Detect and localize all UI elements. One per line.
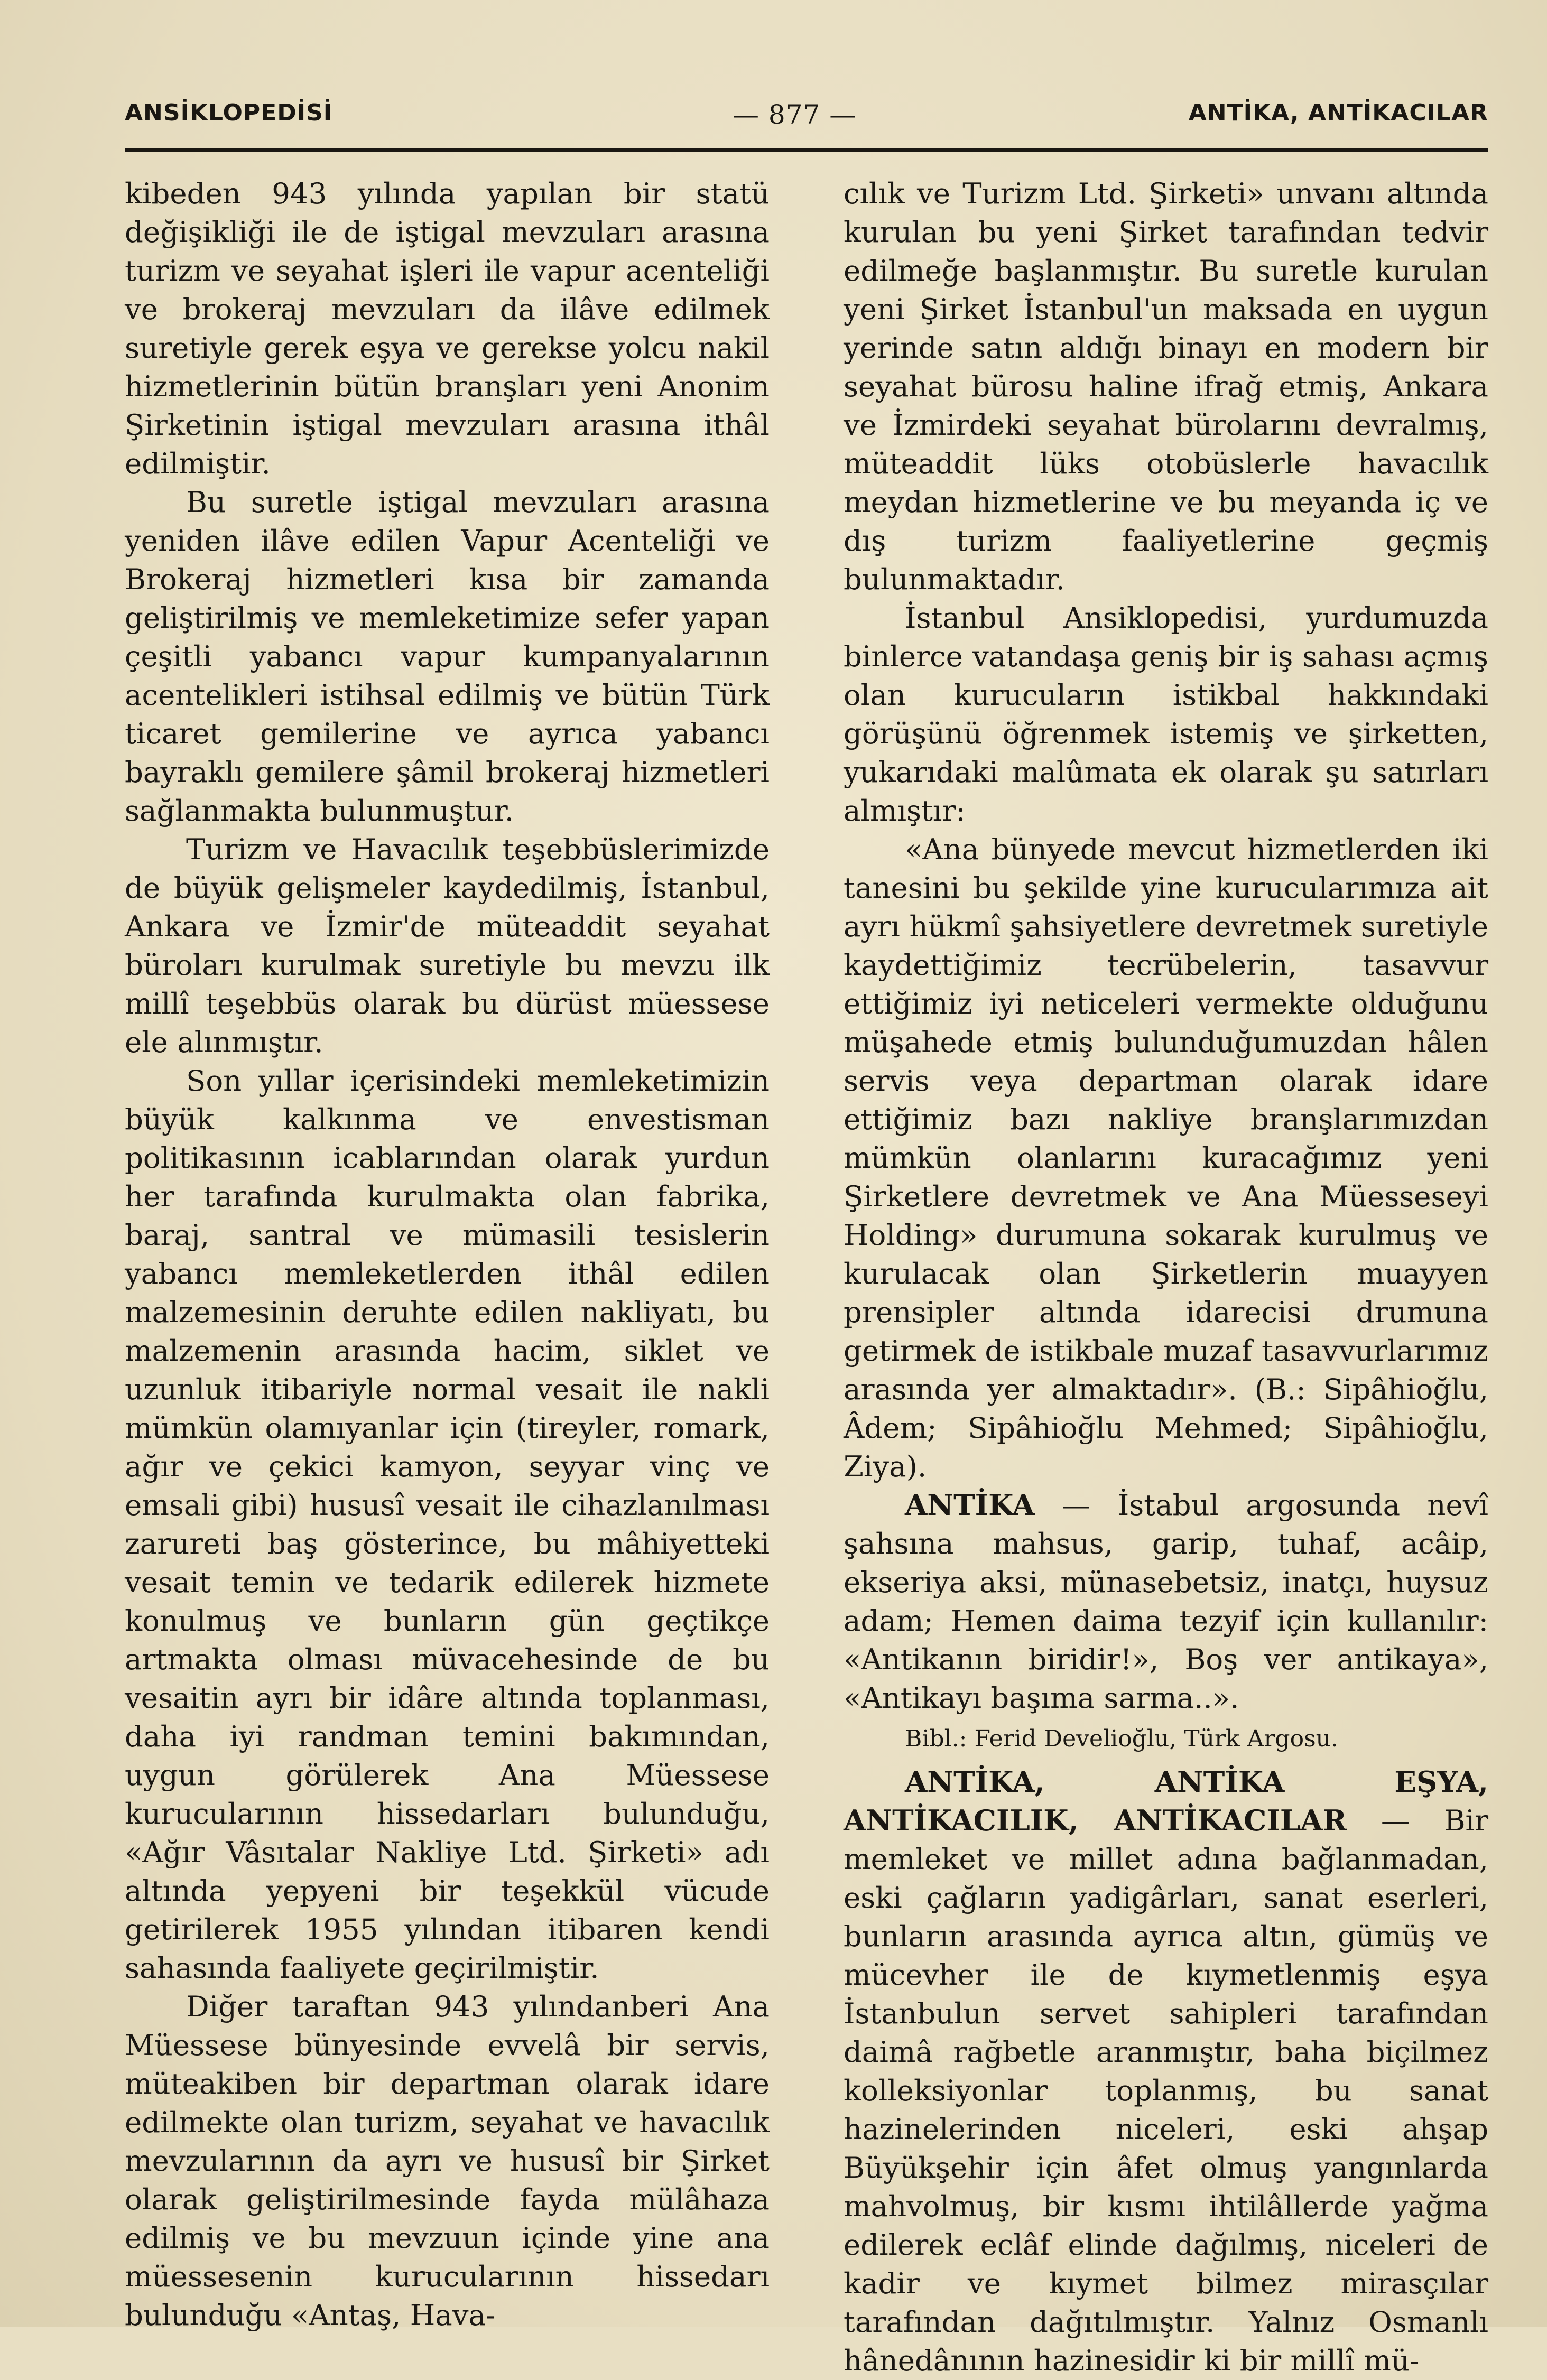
entry-headword: ANTİKA (905, 1488, 1035, 1522)
left-column (125, 174, 770, 2335)
entry-text: — İstabul argosunda nevî şahsına mahsus, garip, tuhaf, acâip, ekseriya aksi, münasebetsiz, inatçı, huysuz adam; Hemen daima tezyif için kullanılır: «Antikanın biridir!», Boş ver antikaya», «Antikayı başıma sarma..». (844, 1488, 1488, 1715)
paragraph: Diğer taraftan 943 yılındanberi Ana Müessese bünyesinde evvelâ bir servis, müteakiben bir departman olarak idare edilmekte olan turizm, seyahat ve havacılık mevzularının da ayrı ve hususî bir Şirket olarak geliştirilmesinde fayda mülâhaza edilmiş ve bu mevzuun içinde yine ana müessesenin kurucularının hissedarı bulunduğu «Antaş, Hava- (125, 1989, 770, 2332)
header-left: ANSİKLOPEDİSİ (125, 99, 333, 126)
entry-text: — Bir memleket ve millet adına bağlanmadan, eski çağların yadigârları, sanat eserleri, bunların arasında ayrıca altın, gümüş ve mücevher ile de kıymetlenmiş eşya İstanbulun servet sahipleri tarafından daimâ rağbetle aranmıştır, baha biçilmez kolleksiyonlar toplanmış, bu sanat hazinelerinden niceleri, eski ahşap Büyükşehir için âfet olmuş yangınlarda mahvolmuş, bir kısmı ihtilâllerde yağma edilerek eclâf elinde dağılmış, niceleri de kadir ve kıymet bilmez mirasçılar tarafından dağıtılmıştır. Yalnız Osmanlı hânedânının hazinesidir ki bir millî mü- (844, 1803, 1488, 2377)
entry-antika-esya (844, 1763, 1488, 2380)
paragraph: «Ana bünyede mevcut hizmetlerden iki tanesini bu şekilde yine kurucularımıza ait ayrı hükmî şahsiyetlere devretmek suretiyle kaydettiğimiz tecrübelerin, tasavvur ettiğimiz iyi neticeleri vermekte olduğunu müşahede etmiş bulunduğumuzdan hâlen servis veya departman olarak idare ettiğimiz bazı nakliye branşlarımızdan mümkün olanlarını kuracağımız yeni Şirketlere devretmek ve Ana Müesseseyi Holding» durumuna sokarak kurulmuş ve kurulacak olan Şirketlerin muayyen prensipler altında idarecisi drumuna getirmek de istikbale muzaf tasavvurlarımız arasında yer almaktadır». (B.: Sipâhioğlu, Âdem; Sipâhioğlu Mehmed; Sipâhioğlu, Ziya). (844, 832, 1488, 1483)
header-rule (125, 148, 1488, 152)
header-right: ANTİKA, ANTİKACILAR (1188, 99, 1488, 126)
page-header (125, 99, 1488, 136)
paragraph: Son yıllar içerisindeki memleketimizin büyük kalkınma ve envestisman politikasının icablarından olarak yurdun her tarafında kurulmakta olan fabrika, baraj, santral ve mümasili tesislerin yabancı memleketlerden ithâl edilen malzemesinin deruhte edilen nakliyatı, bu malzemenin arasında hacim, siklet ve uzunluk itibariyle normal vesait ile nakli mümkün olamıyanlar için (tireyler, romark, ağır ve çekici kamyon, seyyar vinç ve emsali gibi) hususî vesait ile cihazlanılması zarureti baş gösterince, bu mâhiyetteki vesait temin ve tedarik edilerek hizmete konulmuş ve bunların gün geçtikçe artmakta olması müvacehesinde de bu vesaitin ayrı bir idâre altında toplanması, daha iyi randman temini bakımından, uygun görülerek Ana Müessese kurucularının hissedarları bulunduğu, «Ağır Vâsıtalar Nakliye Ltd. Şirketi» adı altında yepyeni bir teşekkül vücude getirilerek 1955 yılından itibaren kendi sahasında faaliyete geçirilmiştir. (125, 1064, 770, 1985)
paragraph: kibeden 943 yılında yapılan bir statü değişikliği ile de iştigal mevzuları arasına turizm ve seyahat işleri ile vapur acenteliği ve brokeraj mevzuları da ilâve edilmek suretiyle gerek eşya ve gerekse yolcu nakil hizmetlerinin bütün branşları yeni Anonim Şirketinin iştigal mevzuları arasına ithâl edilmiştir. (125, 176, 770, 480)
entry-headword: ANTİKA, ANTİKA EŞYA, ANTİKACILIK, ANTİKACILAR (844, 1765, 1488, 1837)
page-number: — 877 — (733, 99, 857, 130)
paragraph: cılık ve Turizm Ltd. Şirketi» unvanı altında kurulan bu yeni Şirket tarafından tedvir edilmeğe başlanmıştır. Bu suretle kurulan yeni Şirket İstanbul'un maksada en uygun yerinde satın aldığı binayı en modern bir seyahat bürosu haline ifrağ etmiş, Ankara ve İzmirdeki seyahat bürolarını devralmış, müteaddit lüks otobüslerle havacılık meydan hizmetlerine ve bu meyanda iç ve dış turizm faaliyetlerine geçmiş bulunmaktadır. (844, 176, 1488, 596)
paragraph: Bu suretle iştigal mevzuları arasına yeniden ilâve edilen Vapur Acenteliği ve Brokeraj hizmetleri kısa bir zamanda geliştirilmiş ve memleketimize sefer yapan çeşitli yabancı vapur kumpanyalarının acentelikleri istihsal edilmiş ve bütün Türk ticaret gemilerine ve ayrıca yabancı bayraklı gemilere şâmil brokeraj hizmetleri sağlanmakta bulunmuştur. (125, 485, 770, 828)
right-column (844, 174, 1488, 2380)
bibliography: Bibl.: Ferid Develioğlu, Türk Argosu. (905, 1725, 1338, 1752)
paragraph: İstanbul Ansiklopedisi, yurdumuzda binlerce vatandaşa geniş bir iş sahası açmış olan kurucuların istikbal hakkındaki görüşünü öğrenmek istemiş ve şirketten, yukarıdaki malûmata ek olarak şu satırları almıştır: (844, 601, 1488, 828)
paragraph: Turizm ve Havacılık teşebbüslerimizde de büyük gelişmeler kaydedilmiş, İstanbul, Ankara ve İzmir'de müteaddit seyahat büroları kurulmak suretiyle bu mevzu ilk millî teşebbüs olarak bu dürüst müessese ele alınmıştır. (125, 832, 770, 1059)
entry-antika (844, 1486, 1488, 1717)
